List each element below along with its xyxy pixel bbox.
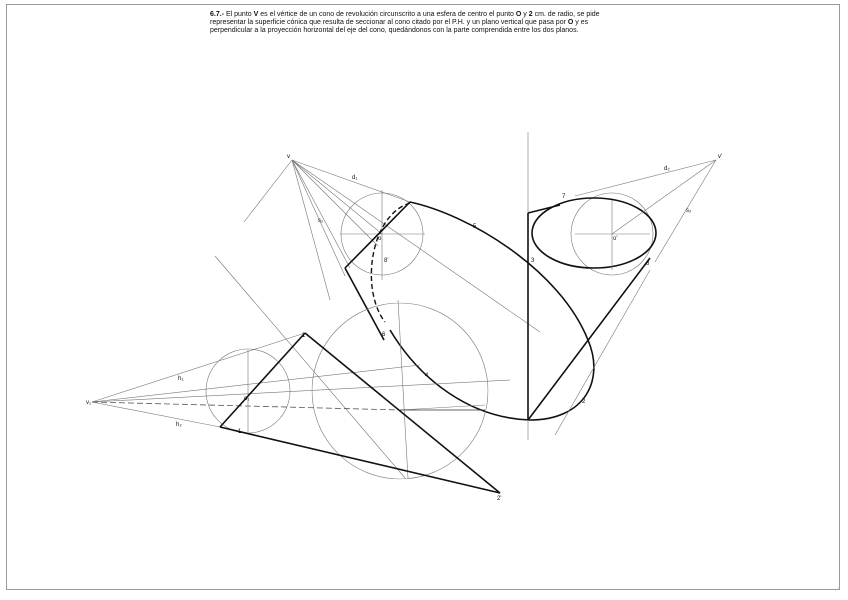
top-left-view xyxy=(215,160,594,478)
label-v-left: v₁ xyxy=(86,400,92,406)
problem-bold-o2: O xyxy=(567,19,574,26)
section-ellipse-curve xyxy=(390,202,594,420)
construction-line xyxy=(92,402,220,427)
label-o-right: o' xyxy=(613,236,618,242)
problem-text-4: cm. de radio, se pide representar la superficie cónica que resulta de seccionar al cono citado por el P.H. y un plano vertical que pasa por xyxy=(210,11,600,26)
label-point-8b: 8' xyxy=(384,258,389,264)
label-point-8: 8 xyxy=(646,261,650,267)
construction-line xyxy=(244,160,292,222)
base-ellipse-right xyxy=(532,198,656,268)
label-point-6: 6 xyxy=(382,332,386,338)
cone-edge xyxy=(220,333,305,427)
problem-bold-v: V xyxy=(253,11,259,18)
label-h1: h₁ xyxy=(178,376,184,382)
problem-text-2: es el vértice de un cono de revolución circunscrito a una esfera de centro el punto xyxy=(258,11,516,18)
construction-line xyxy=(575,160,716,196)
large-arc-circle xyxy=(312,303,488,479)
construction-line xyxy=(398,300,408,478)
label-point-7: 7 xyxy=(562,194,566,200)
label-point-1: 1 xyxy=(238,429,242,435)
construction-line xyxy=(292,160,350,268)
problem-text-3: y xyxy=(521,11,529,18)
horizontal-axis-dashed xyxy=(92,402,400,410)
label-v-top: v xyxy=(287,154,290,160)
label-point-1b: 1' xyxy=(302,333,307,339)
right-view xyxy=(528,132,716,440)
label-point-5: 5 xyxy=(473,224,477,230)
corner-mark-icon: ⟋ xyxy=(835,586,840,593)
cone-edge xyxy=(220,427,500,493)
cone-generatrix xyxy=(345,268,384,340)
construction-line xyxy=(292,160,378,246)
label-point-2b: 2' xyxy=(497,496,502,502)
construction-line xyxy=(92,365,420,402)
cone-edge xyxy=(305,333,500,493)
construction-line xyxy=(292,160,540,332)
label-h2: h₂ xyxy=(176,422,182,428)
problem-bold-2: 2 xyxy=(528,11,533,18)
contour-line xyxy=(528,258,650,420)
lower-left-view xyxy=(92,300,510,493)
label-s1: s₁ xyxy=(318,218,324,224)
label-point-2: 2 xyxy=(582,399,586,405)
problem-bold-o: O xyxy=(515,11,522,18)
label-point-4: 4 xyxy=(425,373,429,379)
problem-number: 6.7.- xyxy=(210,11,225,18)
label-s2: s₂ xyxy=(686,208,692,214)
label-o-top: o xyxy=(378,236,382,242)
label-v-right: v' xyxy=(718,154,723,160)
construction-line xyxy=(215,256,405,478)
construction-line xyxy=(400,405,485,410)
construction-line xyxy=(292,160,410,202)
label-o-left: o₁ xyxy=(244,396,250,402)
construction-line xyxy=(92,380,510,402)
label-point-3: 3 xyxy=(531,258,535,264)
problem-text-5: y es perpendicular a la proyección horizontal del eje del cono, quedándonos con la parte comprendida entre los dos planos. xyxy=(210,19,589,34)
construction-line xyxy=(292,160,382,234)
construction-line xyxy=(555,270,650,435)
label-d2: d₂ xyxy=(664,166,670,172)
point-labels xyxy=(86,154,722,502)
label-d1: d₁ xyxy=(352,175,358,181)
problem-text-1: El punto xyxy=(225,11,254,18)
